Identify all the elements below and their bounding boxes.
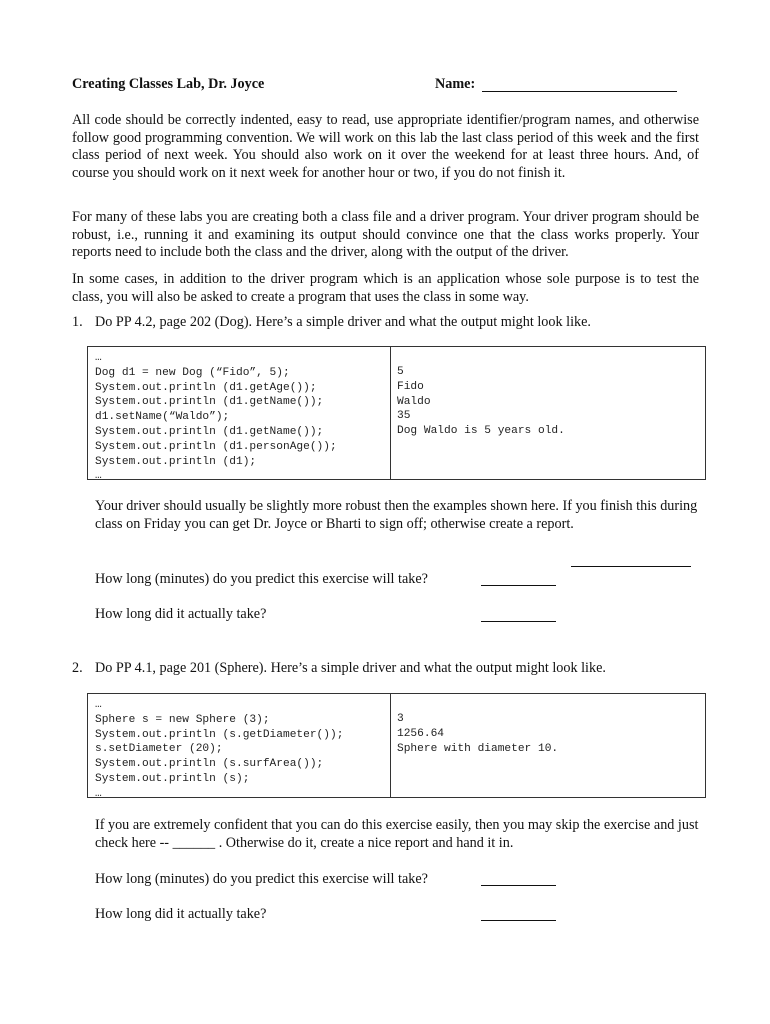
driver-code bbox=[88, 347, 391, 483]
code-line: Sphere s = new Sphere (3); bbox=[95, 713, 270, 726]
actual-time-field[interactable] bbox=[481, 621, 556, 622]
intro-paragraph-3: In some cases, in addition to the driver program which is an application whose sole purpose is to test the class, you will also be asked to create a program that uses the class in some way. bbox=[72, 271, 699, 305]
code-line: System.out.println (d1.getName()); bbox=[95, 425, 324, 438]
output-line: Fido bbox=[397, 380, 424, 393]
code-line: System.out.println (d1.getName()); bbox=[95, 396, 324, 409]
driver-code bbox=[88, 694, 391, 800]
question-1-note: Your driver should usually be slightly more robust then the examples shown here. If you finish this during class on Friday you can get Dr. Joyce or Bharti to sign off; otherwise create a report. bbox=[95, 498, 698, 532]
code-table-dog bbox=[87, 346, 706, 483]
question-number: 1. bbox=[72, 314, 83, 330]
code-line: d1.setName(“Waldo”); bbox=[95, 411, 230, 424]
question-2 bbox=[72, 659, 606, 677]
actual-time-field[interactable] bbox=[481, 920, 556, 921]
name-field[interactable] bbox=[482, 91, 677, 92]
code-line: … bbox=[95, 470, 102, 483]
signoff-line[interactable] bbox=[571, 566, 691, 567]
predict-time-field[interactable] bbox=[481, 585, 556, 586]
predict-time-field[interactable] bbox=[481, 885, 556, 886]
predict-time-label: How long (minutes) do you predict this exercise will take? bbox=[95, 871, 428, 887]
output-line: Waldo bbox=[397, 395, 431, 408]
code-line: … bbox=[95, 787, 102, 800]
program-output bbox=[391, 694, 705, 797]
code-line: System.out.println (d1.personAge()); bbox=[95, 440, 337, 453]
output-line: Dog Waldo is 5 years old. bbox=[397, 425, 565, 438]
code-line: Dog d1 = new Dog (“Fido”, 5); bbox=[95, 366, 290, 379]
question-2-note: If you are extremely confident that you can do this exercise easily, then you may skip the exercise and just check here -- ______ . Otherwise do it, create a nice report and hand it in. bbox=[95, 817, 699, 851]
intro-paragraph-2: For many of these labs you are creating both a class file and a driver program. Your driver program should be robust, i.e., running it and examining its output should convince one that the class works properly. Your reports need to include both the class and the driver, along with the output of the driver. bbox=[72, 209, 699, 261]
code-line: s.setDiameter (20); bbox=[95, 743, 223, 756]
question-number: 2. bbox=[72, 660, 83, 676]
output-line: 35 bbox=[397, 410, 411, 423]
actual-time-label: How long did it actually take? bbox=[95, 606, 267, 622]
page-title: Creating Classes Lab, Dr. Joyce bbox=[72, 76, 265, 92]
actual-time-label: How long did it actually take? bbox=[95, 906, 267, 922]
question-text: Do PP 4.2, page 202 (Dog). Here’s a simple driver and what the output might look like. bbox=[95, 314, 591, 330]
code-line: … bbox=[95, 352, 102, 364]
intro-paragraph-1: All code should be correctly indented, easy to read, use appropriate identifier/program names, and otherwise follow good programming convention. We will work on this lab the last class period of this week and the first class period of next week. You should also work on it over the weekend for at least three hours. And, of course you should work on it next week for another hour or two, if you do not finish it. bbox=[72, 112, 699, 181]
question-text: Do PP 4.1, page 201 (Sphere). Here’s a simple driver and what the output might look like. bbox=[95, 660, 606, 676]
code-line: System.out.println (d1.getAge()); bbox=[95, 381, 317, 394]
name-label: Name: bbox=[435, 76, 476, 92]
code-line: System.out.println (s.getDiameter()); bbox=[95, 728, 344, 741]
predict-time-label: How long (minutes) do you predict this exercise will take? bbox=[95, 571, 428, 587]
output-line: Sphere with diameter 10. bbox=[397, 742, 559, 755]
program-output bbox=[391, 347, 705, 479]
code-line: System.out.println (s.surfArea()); bbox=[95, 758, 324, 771]
code-line: System.out.println (d1); bbox=[95, 455, 257, 468]
output-line: 3 bbox=[397, 713, 404, 725]
question-1 bbox=[72, 313, 591, 331]
code-line: … bbox=[95, 699, 102, 711]
code-line: System.out.println (s); bbox=[95, 772, 250, 785]
output-line: 5 bbox=[397, 366, 404, 378]
output-line: 1256.64 bbox=[397, 727, 444, 740]
code-table-sphere bbox=[87, 693, 706, 798]
